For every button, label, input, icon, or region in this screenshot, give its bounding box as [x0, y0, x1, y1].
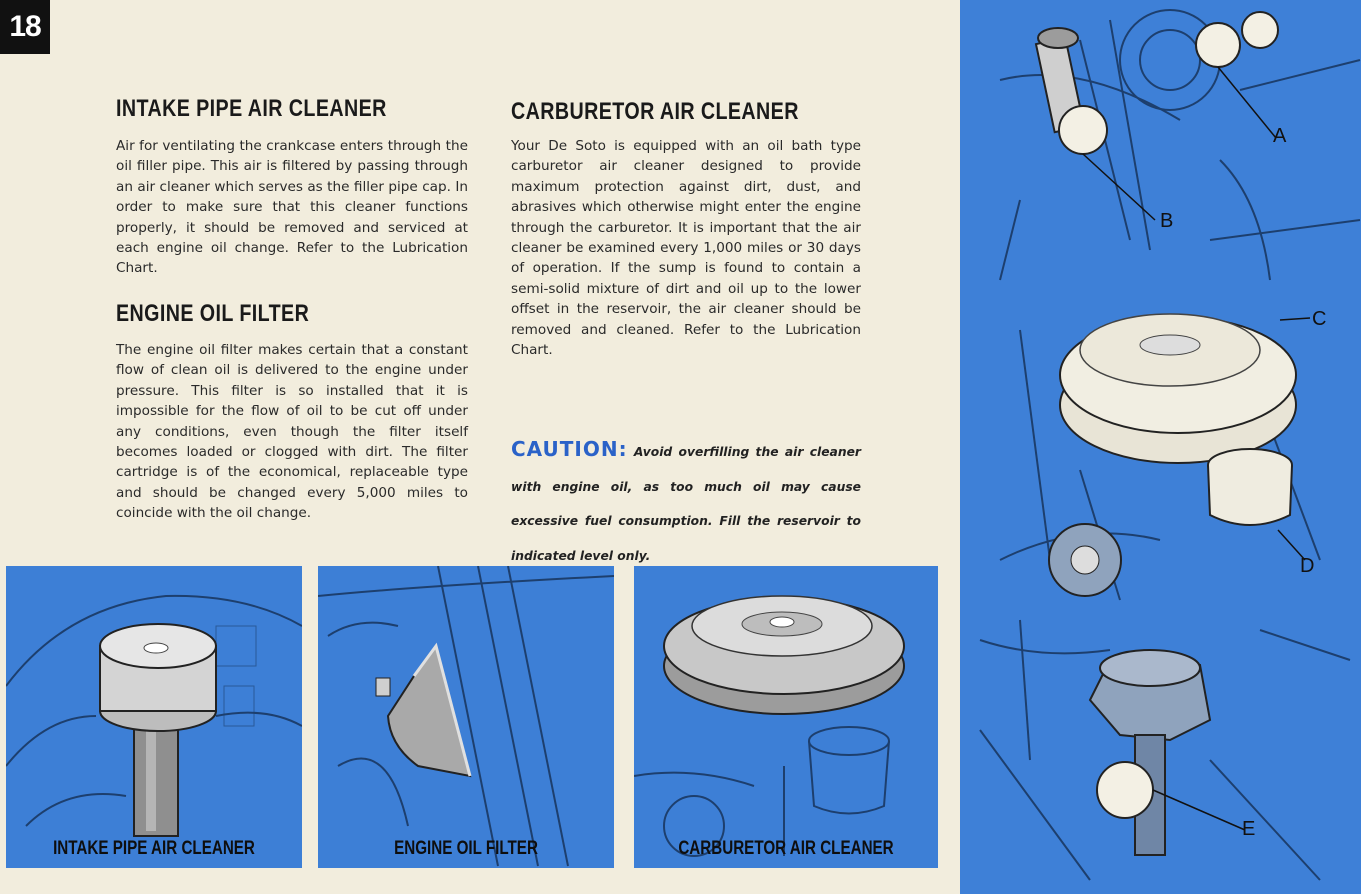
oilfilter-body: The engine oil filter makes certain that a constant flow of clean oil is delivered to the engine under pressure. This filter is so installed that it is impossible for the flow of oil to be cut off under any conditions, even though the filter itself becomes loaded or clogged with dirt. The filter cartridge is of the economical, replaceable type and should be changed every 5,000 miles to coincide with the oil change. [116, 342, 468, 522]
intake-heading: INTAKE PIPE AIR CLEANER [116, 95, 387, 122]
oil-filter-illustration [318, 566, 614, 868]
carburetor-body: Your De Soto is equipped with an oil bath type carburetor air cleaner designed to provide maximum protection against dirt, dust, and abrasives which otherwise might enter the engine through the carburetor. It is important that the air cleaner be examined every 1,000 miles or 30 days of operation. If the sump is found to contain a semi-solid mixture of dirt and oil up to the lower offset in the reservoir, the air cleaner should be removed and cleaned. Refer to the Lubrication Chart. [511, 138, 861, 359]
intake-body: Air for ventilating the crankcase enters through the oil filler pipe. This air is filtered by passing through an air cleaner which serves as the filler pipe cap. In order to make sure that this cleaner functions properly, it should be removed and serviced at each engine oil change. Refer to the Lubrication Chart. [116, 138, 468, 277]
callout-c: C [1312, 308, 1327, 330]
intake-cleaner-illustration [6, 566, 302, 868]
caution-note [511, 432, 861, 573]
carburetor-cleaner-illustration [634, 566, 938, 868]
caution-text: Avoid overfilling the air cleaner with engine oil, as too much oil may cause excessive fuel consumption. Fill the reservoir to indicated level only. [511, 445, 861, 563]
oilfilter-illustration-panel [318, 566, 614, 868]
carburetor-illustration-panel [634, 566, 938, 868]
callout-b: B [1160, 210, 1174, 232]
oilfilter-heading: ENGINE OIL FILTER [116, 300, 310, 327]
engine-illustration-column [960, 0, 1361, 894]
intake-illustration-panel [6, 566, 302, 868]
intake-caption: INTAKE PIPE AIR CLEANER [53, 838, 255, 859]
callout-a: A [1273, 125, 1287, 147]
oilfilter-caption: ENGINE OIL FILTER [394, 838, 538, 859]
callout-d: D [1300, 555, 1315, 577]
callout-e: E [1242, 818, 1256, 840]
carburetor-caption: CARBURETOR AIR CLEANER [678, 838, 894, 859]
caution-lead: CAUTION: [511, 437, 628, 461]
carburetor-heading: CARBURETOR AIR CLEANER [511, 98, 799, 125]
page-number: 18 [0, 0, 50, 54]
engine-illustrations [960, 0, 1361, 894]
